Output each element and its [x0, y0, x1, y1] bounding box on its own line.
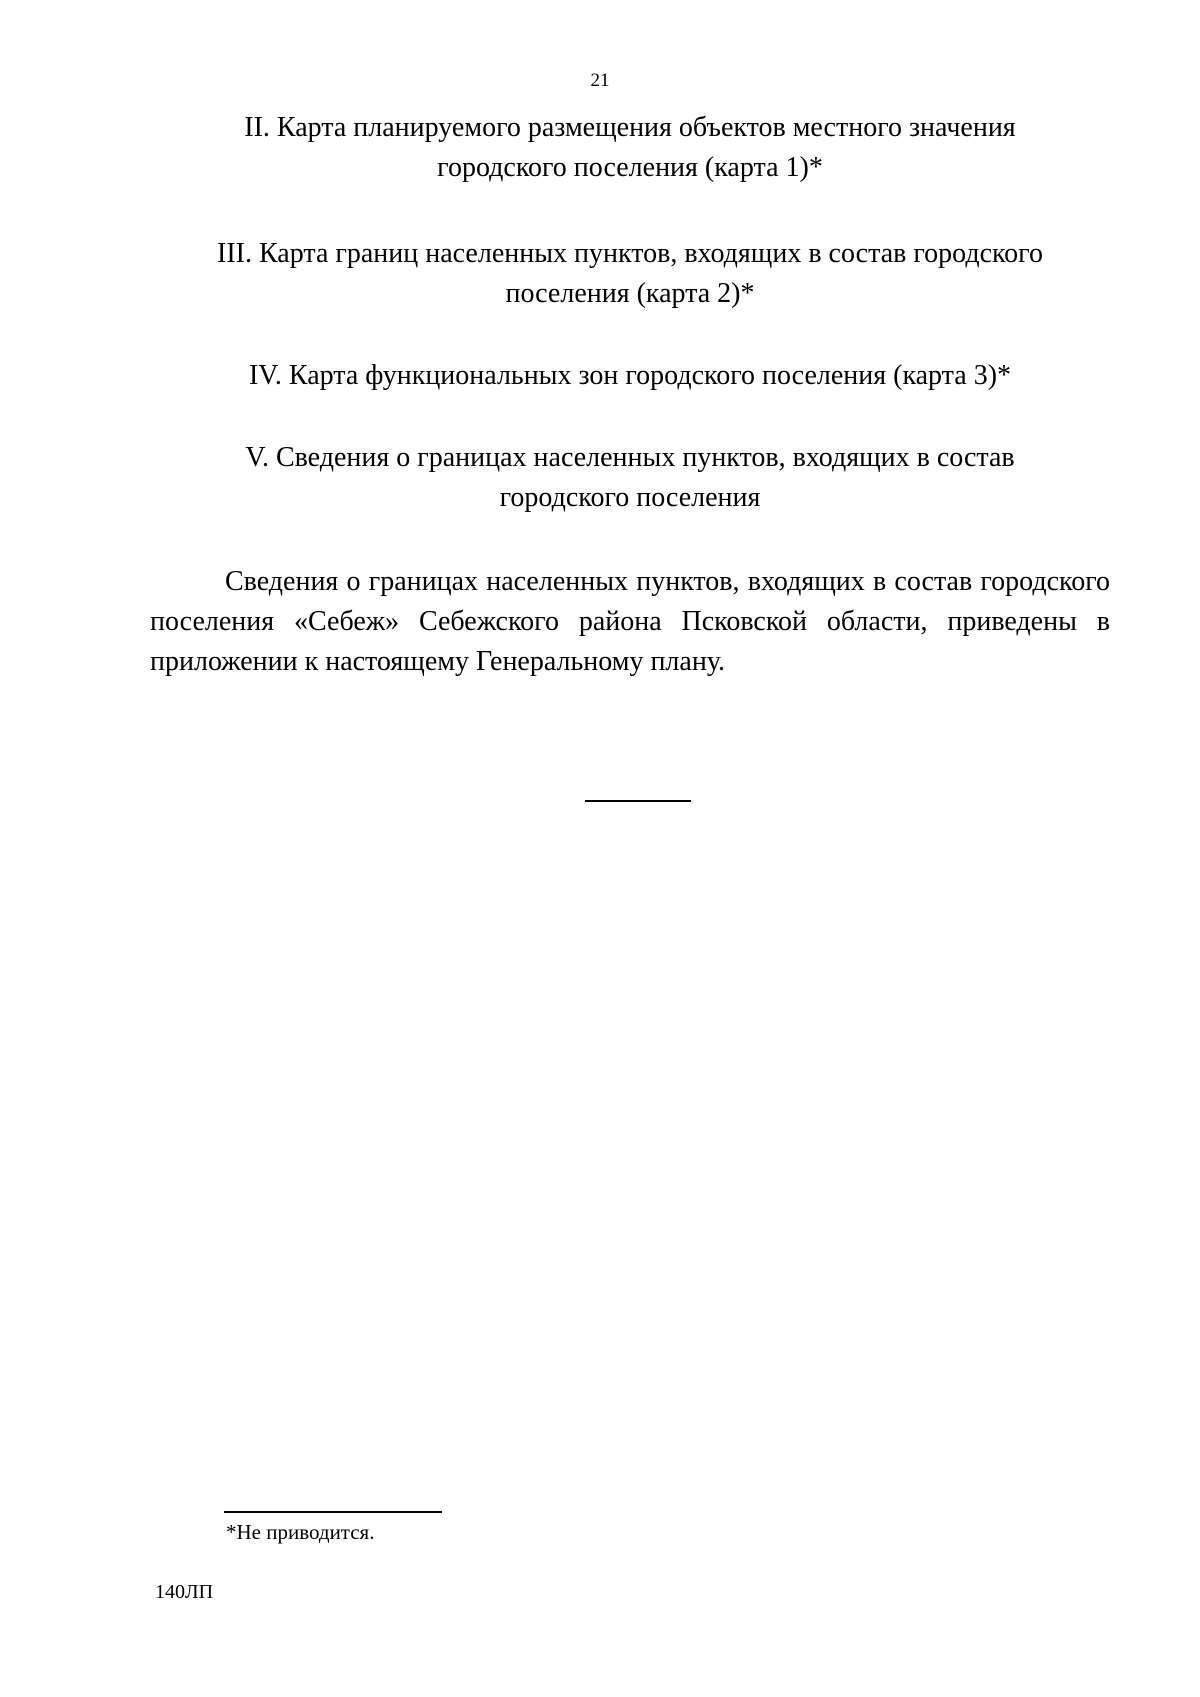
end-divider [585, 800, 691, 802]
section-heading-ii-line1: II. Карта планируемого размещения объектов местного значения [244, 112, 1016, 143]
section-heading-iv-line1: IV. Карта функциональных зон городского поселения (карта 3)* [248, 360, 1012, 391]
section-heading-v-line1: V. Сведения о границах населенных пунктов, входящих в состав [245, 442, 1015, 473]
section-heading-v [150, 438, 1110, 518]
footnote-divider [224, 1511, 442, 1513]
section-heading-iv [150, 356, 1110, 396]
footnote-text: *Не приводится. [226, 1520, 375, 1544]
section-heading-ii-line2: городского поселения (карта 1)* [437, 152, 823, 183]
section-heading-iii-line1: III. Карта границ населенных пунктов, входящих в состав городского [217, 238, 1043, 269]
page-number: 21 [590, 70, 610, 91]
section-heading-v-line2: городского поселения [499, 482, 761, 513]
document-code: 140ЛП [155, 1581, 214, 1603]
section-heading-iii [150, 234, 1110, 314]
section-heading-ii [150, 108, 1110, 188]
document-body [150, 108, 1110, 682]
body-paragraph: Сведения о границах населенных пунктов, входящих в состав городского поселения «Себеж» Себежского района Псковской области, приведены в приложении к настоящему Генеральному плану. [150, 566, 1110, 677]
section-heading-iii-line2: поселения (карта 2)* [505, 278, 755, 309]
